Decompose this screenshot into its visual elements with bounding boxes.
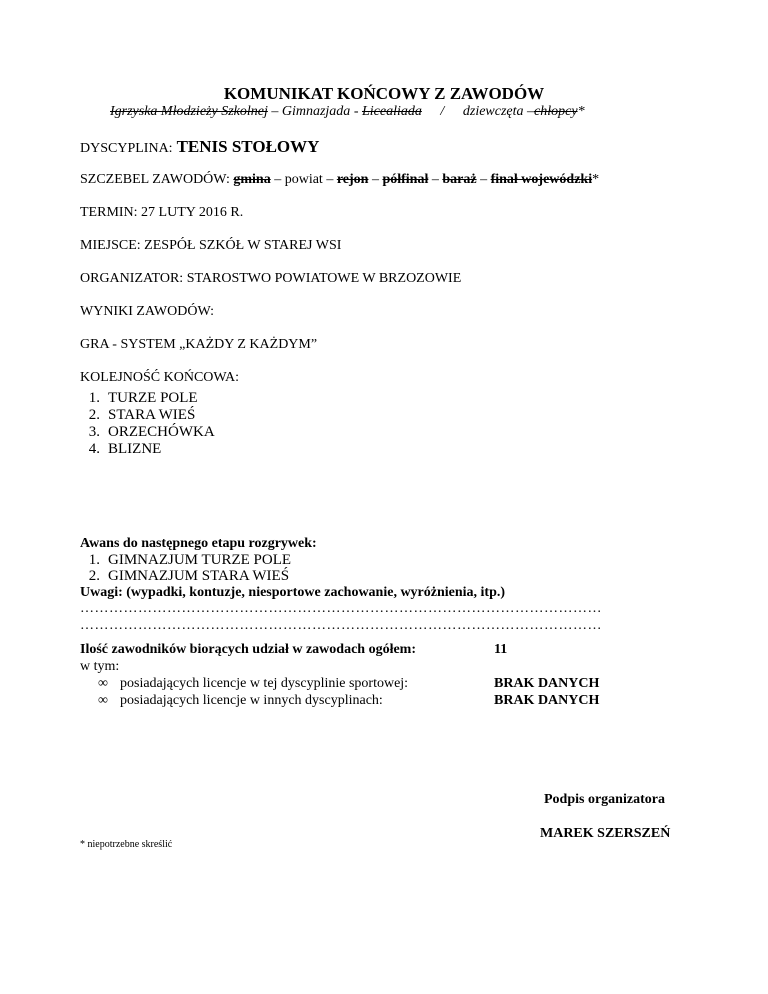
- team-name: TURZE POLE: [108, 390, 198, 406]
- infinity-bullet-icon: ∞: [98, 676, 108, 691]
- separator: –: [371, 172, 379, 187]
- wyniki-heading: WYNIKI ZAWODÓW:: [80, 304, 215, 319]
- podpis-label: Podpis organizatora: [544, 792, 665, 807]
- team-name: ORZECHÓWKA: [108, 424, 215, 440]
- list-item: [80, 441, 161, 458]
- item-number: 1.: [88, 390, 100, 406]
- licencje-label: posiadających licencje w tej dyscyplinie sportowej:: [120, 676, 409, 691]
- awans-heading: Awans do następnego etapu rozgrywek:: [80, 536, 317, 551]
- item-number: 1.: [88, 552, 100, 568]
- competition-type-line: [110, 104, 585, 120]
- uwagi-label: Uwagi: (wypadki, kontuzje, niesportowe zachowanie, wyróżnienia, itp.): [80, 585, 506, 600]
- footnote: * niepotrzebne skreślić: [80, 839, 173, 850]
- organizator-line: ORGANIZATOR: STAROSTWO POWIATOWE W BRZOZOWIE: [80, 271, 462, 286]
- licencje-value-1: BRAK DANYCH: [494, 676, 600, 691]
- document-title: KOMUNIKAT KOŃCOWY Z ZAWODÓW: [223, 84, 545, 103]
- option-baraz: baraż: [442, 172, 477, 187]
- ilosc-label: Ilość zawodników biorących udział w zawodach ogółem:: [80, 642, 416, 657]
- separator: –: [527, 104, 535, 119]
- team-name: BLIZNE: [108, 441, 162, 457]
- dyscyplina-line: [80, 137, 319, 157]
- list-item: [80, 390, 198, 407]
- separator: –: [326, 172, 334, 187]
- item-number: 3.: [88, 424, 100, 440]
- option-dziewczeta: dziewczęta: [462, 104, 524, 119]
- uwagi-dotted-line: ………………………………………………………………………………………………: [80, 618, 602, 633]
- infinity-bullet-icon: ∞: [98, 693, 108, 708]
- licencje-row-2: [98, 693, 383, 709]
- licencje-label: posiadających licencje w innych dyscyplinach:: [120, 693, 383, 708]
- slash-separator: /: [440, 104, 445, 119]
- ilosc-value: 11: [494, 642, 508, 657]
- separator: –: [480, 172, 488, 187]
- szczebel-line: [80, 172, 599, 188]
- uwagi-dotted-line: ………………………………………………………………………………………………: [80, 601, 602, 616]
- team-name: STARA WIEŚ: [108, 407, 196, 423]
- list-item: [80, 407, 195, 424]
- separator: –: [274, 172, 282, 187]
- szczebel-label: SZCZEBEL ZAWODÓW:: [80, 172, 230, 187]
- list-item: [80, 568, 289, 585]
- separator: –: [431, 172, 439, 187]
- gra-system-line: GRA - SYSTEM „KAŻDY Z KAŻDYM”: [80, 337, 318, 352]
- miejsce-line: MIEJSCE: ZESPÓŁ SZKÓŁ W STAREJ WSI: [80, 238, 342, 253]
- option-chlopcy: chłopcy: [534, 104, 578, 119]
- option-gimnazjada: Gimnazjada: [281, 104, 351, 119]
- option-polfinal: półfinał: [382, 172, 429, 187]
- dyscyplina-label: DYSCYPLINA:: [80, 141, 173, 156]
- list-item: [80, 552, 291, 569]
- school-name: GIMNAZJUM STARA WIEŚ: [108, 568, 290, 584]
- dyscyplina-value: TENIS STOŁOWY: [176, 137, 320, 156]
- licencje-row-1: [98, 676, 408, 692]
- item-number: 2.: [88, 568, 100, 584]
- option-final: finał wojewódzki: [490, 172, 593, 187]
- school-name: GIMNAZJUM TURZE POLE: [108, 552, 292, 568]
- organizer-name: MAREK SZERSZEŃ: [540, 826, 671, 841]
- option-igrzyska: Igrzyska Młodzieży Szkolnej: [110, 104, 268, 119]
- option-licealiada: Licealiada: [361, 104, 422, 119]
- item-number: 4.: [88, 441, 100, 457]
- licencje-value-2: BRAK DANYCH: [494, 693, 600, 708]
- option-powiat: powiat: [284, 172, 323, 187]
- option-gmina: gmina: [233, 172, 271, 187]
- kolejnosc-heading: KOLEJNOŚĆ KOŃCOWA:: [80, 370, 240, 385]
- asterisk: *: [577, 104, 585, 119]
- separator: –: [271, 104, 279, 119]
- asterisk: *: [592, 172, 600, 187]
- termin-line: TERMIN: 27 LUTY 2016 R.: [80, 205, 244, 220]
- separator: -: [353, 104, 359, 119]
- w-tym-label: w tym:: [80, 659, 120, 674]
- item-number: 2.: [88, 407, 100, 423]
- list-item: [80, 424, 215, 441]
- option-rejon: rejon: [336, 172, 369, 187]
